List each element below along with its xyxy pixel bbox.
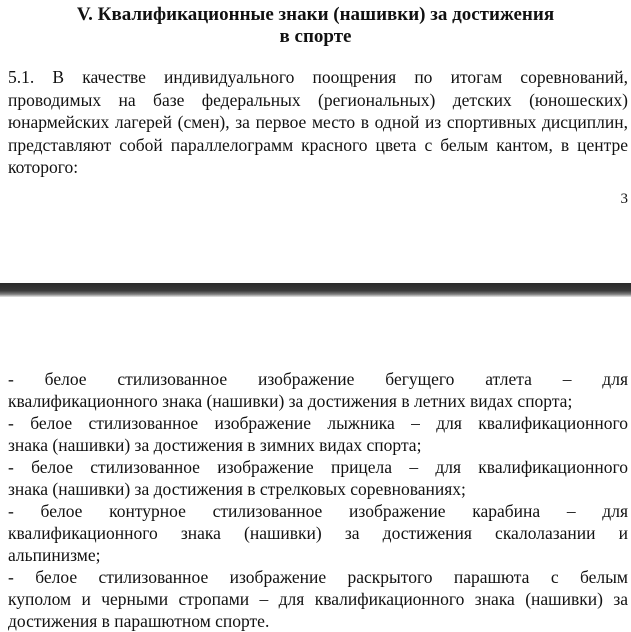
list-item-line: - белое контурное стилизованное изображение карабина – для bbox=[8, 501, 628, 521]
list-item-line: квалификационного знака (нашивки) за достижения в летних видах спорта; bbox=[8, 391, 573, 411]
page-upper-sheet bbox=[0, 0, 631, 283]
paragraph-line: которого: bbox=[8, 157, 79, 177]
paragraph-line: 5.1. В качестве индивидуального поощрения по итогам соревнований, bbox=[8, 67, 628, 87]
list-item-line: знака (нашивки) за достижения в зимних видах спорта; bbox=[8, 435, 422, 455]
list-item-line: - белое стилизованное изображение бегущего атлета – для bbox=[8, 369, 628, 389]
list-item bbox=[8, 566, 628, 632]
section-heading-line-2: в спорте bbox=[279, 26, 352, 47]
paragraph-line: проводимых на базе федеральных (региональных) детских (юношеских) bbox=[8, 89, 628, 110]
list-item-line: знака (нашивки) за достижения в стрелковых соревнованиях; bbox=[8, 479, 466, 499]
paragraph-5-1 bbox=[8, 66, 628, 179]
list-item-line: - белое стилизованное изображение лыжника – для квалификационного bbox=[8, 413, 628, 433]
list-item bbox=[8, 368, 628, 412]
list-item bbox=[8, 456, 628, 500]
list-item-line: - белое стилизованное изображение прицела – для квалификационного bbox=[8, 457, 628, 477]
list-item-line: - белое стилизованное изображение раскрытого парашюта с белым bbox=[8, 567, 628, 587]
section-heading bbox=[0, 4, 631, 48]
page-break-separator bbox=[0, 283, 631, 297]
list-item bbox=[8, 412, 628, 456]
section-heading-line-1: V. Квалификационные знаки (нашивки) за достижения bbox=[76, 4, 555, 25]
list-item-line: куполом и черными стропами – для квалификационного знака (нашивки) за bbox=[8, 589, 628, 609]
paragraph-line: представляют собой параллелограмм красного цвета с белым кантом, в центре bbox=[8, 134, 628, 155]
emblem-list bbox=[8, 368, 628, 632]
list-item bbox=[8, 500, 628, 566]
list-item-line: альпинизме; bbox=[8, 545, 101, 565]
paragraph-line: юнармейских лагерей (смен), за первое место в одной из спортивных дисциплин, bbox=[8, 112, 628, 132]
page-number: 3 bbox=[620, 191, 628, 207]
list-item-line: квалификационного знака (нашивки) за достижения скалолазании и bbox=[8, 523, 628, 543]
list-item-line: достижения в парашютном спорте. bbox=[8, 611, 270, 631]
